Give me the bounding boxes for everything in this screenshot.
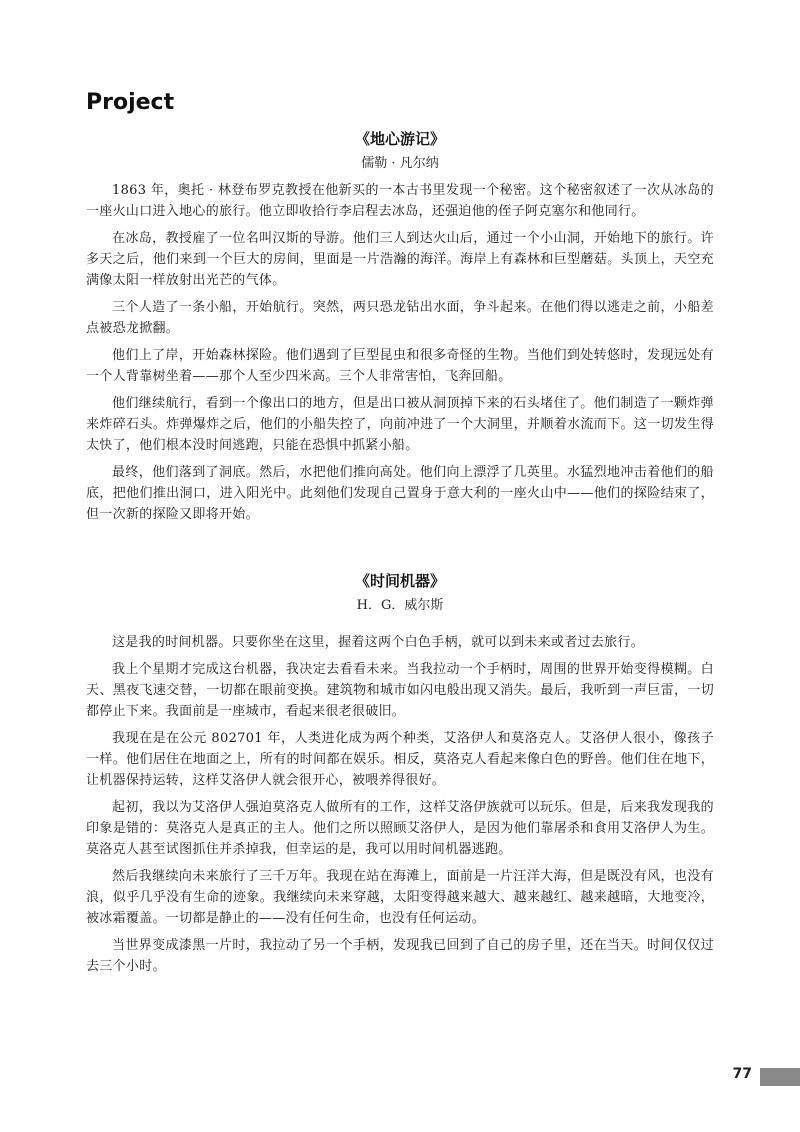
- story-author: H．G．威尔斯: [356, 598, 444, 613]
- paragraph: 然后我继续向未来旅行了三千万年。我现在站在海滩上，面前是一片汪洋大海，但是既没有风，也没有浪，似乎几乎没有生命的迹象。我继续向未来穿越，太阳变得越来越大、越来越红、越来越暗，大地变冷，被冰霜覆盖。一切都是静止的——没有任何生命，也没有任何运动。: [86, 869, 714, 926]
- paragraph: 我现在是在公元 802701 年，人类进化成为两个种类，艾洛伊人和莫洛克人。艾洛伊人很小，像孩子一样。他们居住在地面之上，所有的时间都在娱乐。相反，莫洛克人看起来像白色的野兽。他们住在地下，让机器保持运转，这样艾洛伊人就会很开心，被喂养得很好。: [86, 731, 714, 788]
- story-title: 《时间机器》: [354, 572, 445, 590]
- story-journey-to-center: [86, 128, 714, 531]
- paragraph: 当世界变成漆黑一片时，我拉动了另一个手柄，发现我已回到了自己的房子里，还在当天。时间仅仅过去三个小时。: [86, 938, 714, 974]
- paragraph: 他们继续航行，看到一个像出口的地方，但是出口被从洞顶掉下来的石头堵住了。他们制造了一颗炸弹来炸碎石头。炸弹爆炸之后，他们的小船失控了，向前冲进了一个大洞里，并顺着水流而下。这一切发生得太快了，他们根本没时间逃跑，只能在恐惧中抓紧小船。: [86, 396, 714, 453]
- paragraph: 在冰岛，教授雇了一位名叫汉斯的导游。他们三人到达火山后，通过一个小山洞，开始地下的旅行。许多天之后，他们来到一个巨大的房间，里面是一片浩瀚的海洋。海岸上有森林和巨型蘑菇。头顶上，天空充满像太阳一样放射出光芒的气体。: [86, 231, 714, 288]
- paragraph: 我上个星期才完成这台机器，我决定去看看未来。当我拉动一个手柄时，周围的世界开始变得模糊。白天、黑夜飞速交替，一切都在眼前变换。建筑物和城市如闪电般出现又消失。最后，我听到一声巨雷，一切都停止下来。我面前是一座城市，看起来很老很破旧。: [86, 662, 714, 719]
- page-number: 77: [732, 1066, 752, 1082]
- story-title: 《地心游记》: [354, 130, 445, 148]
- paragraph: 三个人造了一条小船，开始航行。突然，两只恐龙钻出水面，争斗起来。在他们得以逃走之前，小船差点被恐龙掀翻。: [86, 300, 714, 336]
- paragraph: 这是我的时间机器。只要你坐在这里，握着这两个白色手柄，就可以到未来或者过去旅行。: [112, 635, 645, 650]
- paragraph: 最终，他们落到了洞底。然后，水把他们推向高处。他们向上漂浮了几英里。水猛烈地冲击着他们的船底，把他们推出洞口，进入阳光中。此刻他们发现自己置身于意大利的一座火山中——他们的探险结束了，但一次新的探险又即将开始。: [86, 465, 714, 522]
- paragraph: 起初，我以为艾洛伊人强迫莫洛克人做所有的工作，这样艾洛伊族就可以玩乐。但是，后来我发现我的印象是错的：莫洛克人是真正的主人。他们之所以照顾艾洛伊人，是因为他们靠屠杀和食用艾洛伊人为生。莫洛克人甚至试图抓住并杀掉我，但幸运的是，我可以用时间机器逃跑。: [86, 800, 714, 857]
- page-edge-tab: [760, 1068, 800, 1086]
- paragraph: 他们上了岸，开始森林探险。他们遇到了巨型昆虫和很多奇怪的生物。当他们到处转悠时，发现远处有一个人背靠树坐着——那个人至少四米高。三个人非常害怕，飞奔回船。: [86, 348, 714, 384]
- story-author: 儒勒 · 凡尔纳: [361, 156, 439, 171]
- paragraph: 1863 年，奥托 · 林登布罗克教授在他新买的一本古书里发现一个秘密。这个秘密叙述了一次从冰岛的一座火山口进入地心的旅行。他立即收拾行李启程去冰岛，还强迫他的侄子阿克塞尔和他同行。: [86, 183, 714, 219]
- page-title: Project: [86, 90, 175, 115]
- story-time-machine: [86, 570, 714, 983]
